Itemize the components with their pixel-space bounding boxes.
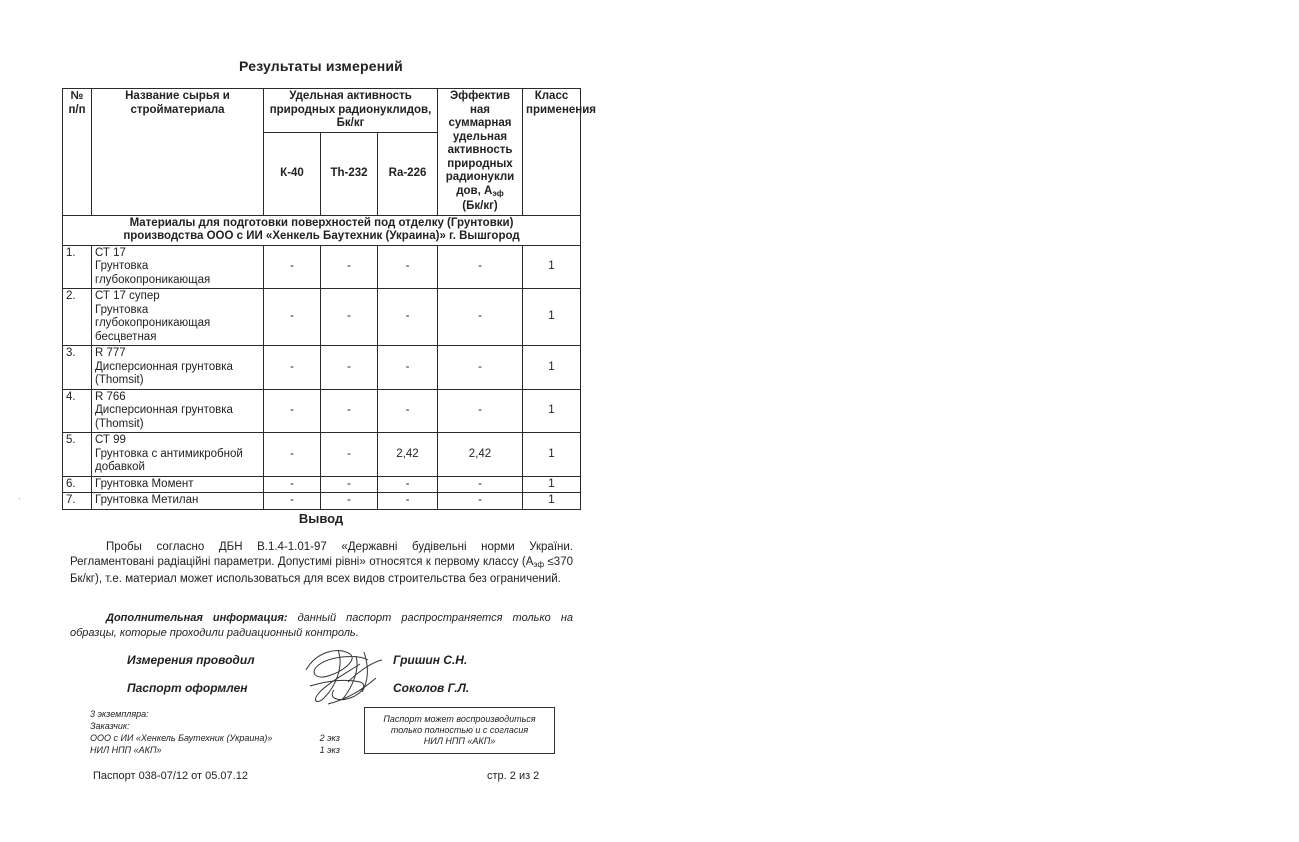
header-th232: Th-232 [321, 132, 378, 215]
header-ra226: Ra-226 [378, 132, 438, 215]
reproduction-notice-box: Паспорт может воспроизводиться только полностью и с согласия НИЛ НПП «АКП» [364, 707, 555, 754]
row-number: 4. [63, 389, 92, 433]
row-ra226: - [378, 346, 438, 390]
row-aeff: 2,42 [438, 433, 523, 477]
row-aeff: - [438, 389, 523, 433]
table-row [63, 493, 581, 510]
results-table [62, 88, 597, 510]
row-class: 1 [523, 289, 581, 346]
measured-label: Измерения проводил [127, 653, 255, 667]
row-k40: - [264, 346, 321, 390]
row-class: 1 [523, 389, 581, 433]
row-k40: - [264, 476, 321, 493]
passport-number: Паспорт 038-07/12 от 05.07.12 [93, 770, 248, 782]
additional-info: Дополнительная информация: данный паспорт распространяется только на образцы, которые проходили радиационный контроль. [70, 612, 573, 639]
row-material-name: Грунтовка Момент [92, 476, 264, 493]
header-num: № п/п [63, 89, 92, 216]
row-k40: - [264, 245, 321, 289]
page-number: стр. 2 из 2 [487, 770, 540, 782]
copies-customer-label: Заказчик: [90, 721, 130, 731]
table-row [63, 476, 581, 493]
handwritten-signature [298, 642, 388, 712]
row-th232: - [321, 289, 378, 346]
page-title: Результаты измерений [239, 58, 403, 74]
header-row-top [63, 89, 581, 133]
measured-name: Гришин С.Н. [393, 653, 468, 667]
row-aeff: - [438, 245, 523, 289]
row-k40: - [264, 289, 321, 346]
copies-heading: 3 экземпляра: [90, 709, 149, 719]
row-number: 2. [63, 289, 92, 346]
row-class: 1 [523, 476, 581, 493]
row-th232: - [321, 245, 378, 289]
scan-mark: · [18, 494, 21, 503]
row-ra226: 2,42 [378, 433, 438, 477]
header-class: Класс применения [523, 89, 581, 216]
row-k40: - [264, 389, 321, 433]
row-material-name: R 777 Дисперсионная грунтовка (Thomsit) [92, 346, 264, 390]
row-ra226: - [378, 389, 438, 433]
table-row [63, 389, 581, 433]
table-row [63, 433, 581, 477]
row-th232: - [321, 493, 378, 510]
issued-name: Соколов Г.Л. [393, 681, 470, 695]
row-aeff: - [438, 289, 523, 346]
copies-item: ООО с ИИ «Хенкель Баутехник (Украина)» 2 экз [90, 733, 340, 743]
row-k40: - [264, 433, 321, 477]
conclusion-title: Вывод [298, 511, 344, 526]
row-class: 1 [523, 346, 581, 390]
row-th232: - [321, 389, 378, 433]
row-aeff: - [438, 493, 523, 510]
row-number: 6. [63, 476, 92, 493]
header-name: Название сырья и стройматериала [92, 89, 264, 216]
header-activity: Удельная активность природных радионуклидов, Бк/кг [264, 89, 438, 133]
row-material-name: Грунтовка Метилан [92, 493, 264, 510]
section-row [63, 215, 581, 245]
row-material-name: СТ 99 Грунтовка с антимикробной добавкой [92, 433, 264, 477]
row-k40: - [264, 493, 321, 510]
table-row [63, 289, 581, 346]
conclusion-text: Пробы согласно ДБН В.1.4-1.01-97 «Державні будівельні норми України. Регламентовані радіаційні параметри. Допустимі рівні» относятся к первому классу ($А_{эф} \le 370$ Бк/кг), т.е. материал может использоваться для всех видов строительства без ограничений. [70, 541, 573, 585]
section-heading: Материалы для подготовки поверхностей под отделку (Грунтовки) производства ООО с ИИ «Хенкель Баутехник (Украина)» г. Вышгород [63, 215, 581, 245]
copies-distribution [90, 708, 340, 756]
row-number: 7. [63, 493, 92, 510]
row-th232: - [321, 433, 378, 477]
row-class: 1 [523, 433, 581, 477]
row-ra226: - [378, 493, 438, 510]
header-k40: К-40 [264, 132, 321, 215]
row-number: 1. [63, 245, 92, 289]
row-ra226: - [378, 289, 438, 346]
row-material-name: СТ 17 супер Грунтовка глубокопроникающая бесцветная [92, 289, 264, 346]
header-effective: Эффектив ная суммарная удельная активность природных радионукли дов, $А_{эф}$ (Бк/кг) [438, 89, 523, 216]
row-number: 3. [63, 346, 92, 390]
row-material-name: R 766 Дисперсионная грунтовка (Thomsit) [92, 389, 264, 433]
table-row [63, 346, 581, 390]
row-aeff: - [438, 476, 523, 493]
issued-label: Паспорт оформлен [127, 681, 248, 695]
row-th232: - [321, 346, 378, 390]
row-th232: - [321, 476, 378, 493]
row-aeff: - [438, 346, 523, 390]
row-material-name: СТ 17 Грунтовка глубокопроникающая [92, 245, 264, 289]
copies-item: НИЛ НПП «АКП» 1 экз [90, 745, 340, 755]
row-class: 1 [523, 245, 581, 289]
row-ra226: - [378, 476, 438, 493]
row-ra226: - [378, 245, 438, 289]
row-class: 1 [523, 493, 581, 510]
row-number: 5. [63, 433, 92, 477]
table-row [63, 245, 581, 289]
